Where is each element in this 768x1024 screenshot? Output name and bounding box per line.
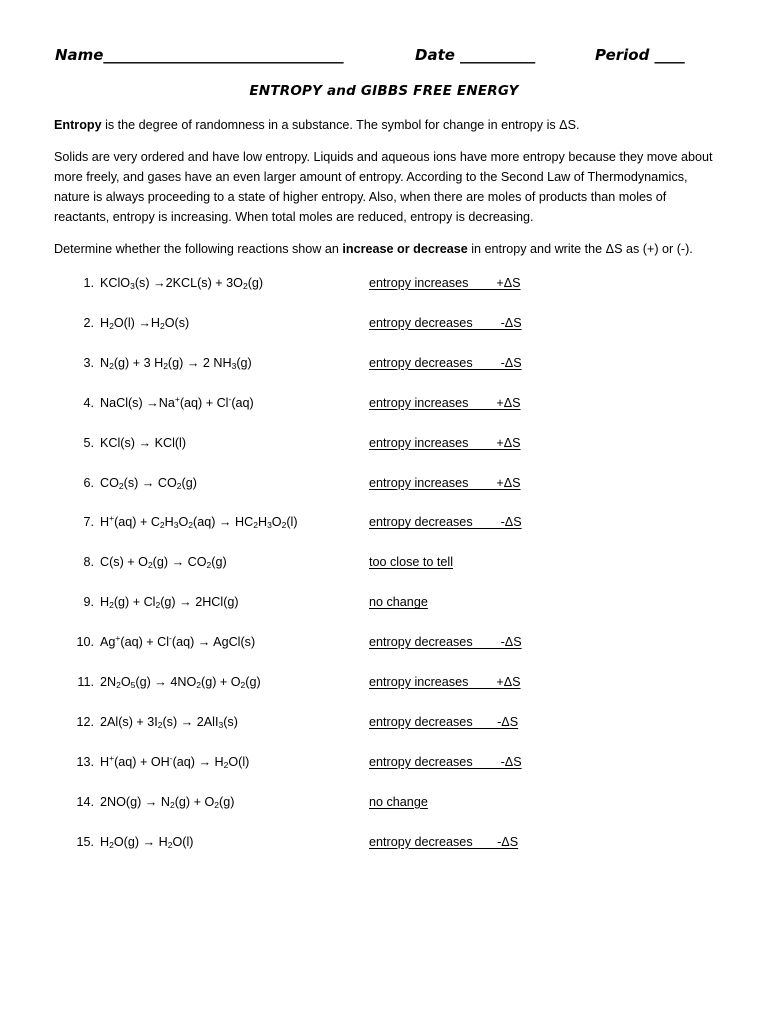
reaction-equation: $N_2(g) + 3$ $H_2(g) \to 2$ $NH_3(g)$ [100,355,252,371]
instruction-post: in entropy and write the ΔS as (+) or (-). [467,242,693,256]
question-number: 4. [83,395,94,410]
reaction-equation: $H_2O(g) \to H_2O(l)$ [100,834,194,850]
question-number: 1. [83,276,94,290]
reaction-equation: KClO$_3$(s) $\to 2KCL(s) + 3O_2(g)$ [100,276,264,291]
question-row [0,592,768,612]
reaction-equation: $2N_2O_5(g) \to 4NO_2(g) + O_2(g)$ [100,675,261,690]
entropy-answer: entropy increases +ΔS [369,276,521,290]
question-row [0,712,768,732]
name-field-label: Name________________________________ [55,46,344,64]
entropy-answer: entropy increases +ΔS [369,435,521,450]
question-number: 7. [83,515,94,530]
entropy-answer: entropy increases +ΔS [369,675,521,689]
reaction-equation: $H_2O(l) \to H_2O(s)$ [100,315,190,331]
question-number: 10. [76,635,94,650]
question-number: 12. [76,714,94,729]
entropy-answer: entropy decreases -ΔS [369,834,519,849]
entropy-term: Entropy [54,118,102,132]
question-row [0,473,768,493]
question-row [0,792,768,812]
entropy-definition [54,115,714,135]
reaction-equation: $H^+(aq) + C_2H_3O_2(aq) \to HC_2H_3O_2(l)$ [100,513,298,531]
reaction-equation: $H_2(g) + Cl_2(g) \to 2HCl(g)$ [100,595,239,611]
entropy-answer: no change [369,595,428,610]
question-number: 9. [83,595,94,610]
reaction-equation: KCl(s) → KCl(l) [100,435,187,450]
instruction-bold: increase or decrease [342,242,468,256]
period-field-label: Period ____ [595,46,685,64]
question-row [0,752,768,772]
question-number: 13. [76,754,94,769]
reaction-equation: NaCl(s) →Na+(aq) + Cl-(aq) [100,393,254,410]
entropy-answer: entropy increases +ΔS [369,475,521,490]
question-row [0,632,768,652]
entropy-answer: entropy decreases -ΔS [369,515,522,530]
question-number: 14. [76,794,94,809]
question-number: 2. [83,315,94,330]
question-row [0,512,768,532]
entropy-definition-text: is the degree of randomness in a substance. The symbol for change in entropy is ΔS. [101,118,580,132]
question-number: 15. [76,834,94,849]
instructions [54,239,714,259]
instruction-pre: Determine whether the following reactions show an [54,242,343,256]
question-row [0,552,768,572]
question-row [0,393,768,413]
question-row [0,433,768,453]
reaction-equation: $2Al(s) + 3I_2(s) \to 2AlI_3(s)$ [100,714,238,730]
question-row [0,353,768,373]
entropy-answer: entropy decreases -ΔS [369,754,522,769]
question-row [0,313,768,333]
entropy-answer: entropy decreases -ΔS [369,635,522,650]
question-number: 5. [83,435,94,450]
reaction-equation: Ag+(aq) + Cl-(aq) → AgCl(s) [100,633,256,650]
question-number: 8. [83,555,94,570]
reaction-equation: $C(s) + O_2(g) \to CO_2(g)$ [100,555,227,571]
date-field-label: Date __________ [415,46,536,64]
entropy-answer: too close to tell [369,555,454,570]
entropy-answer: entropy decreases -ΔS [369,714,519,729]
page-title: ENTROPY and GIBBS FREE ENERGY [249,83,519,99]
entropy-answer: no change [369,794,428,809]
entropy-answer: entropy decreases -ΔS [369,315,522,330]
question-number: 6. [83,475,94,490]
entropy-explanation: Solids are very ordered and have low entropy. Liquids and aqueous ions have more entropy because they move about more freely, and gases have an even larger amount of entropy. According to the Second Law of Thermodynamics, nature is always proceeding to a state of higher entropy. Also, when there are moles of products than moles of reactants, entropy is increasing. When total moles are reduced, entropy is decreasing. [54,150,713,224]
entropy-answer: entropy increases +ΔS [369,395,521,410]
worksheet-header [55,46,700,70]
question-number: 3. [83,355,94,370]
question-row [0,672,768,692]
reaction-equation: $2NO(g) \to N_2(g) + O_2(g)$ [100,794,235,810]
question-number: 11. [77,675,94,689]
entropy-answer: entropy decreases -ΔS [369,355,522,370]
reaction-equation: $H^+(aq) + OH^-(aq) \to H_2O(l)$ [100,752,250,770]
reaction-equation: $CO_2(s) \to CO_2(g)$ [100,475,197,491]
question-row [0,273,768,293]
question-row [0,832,768,852]
